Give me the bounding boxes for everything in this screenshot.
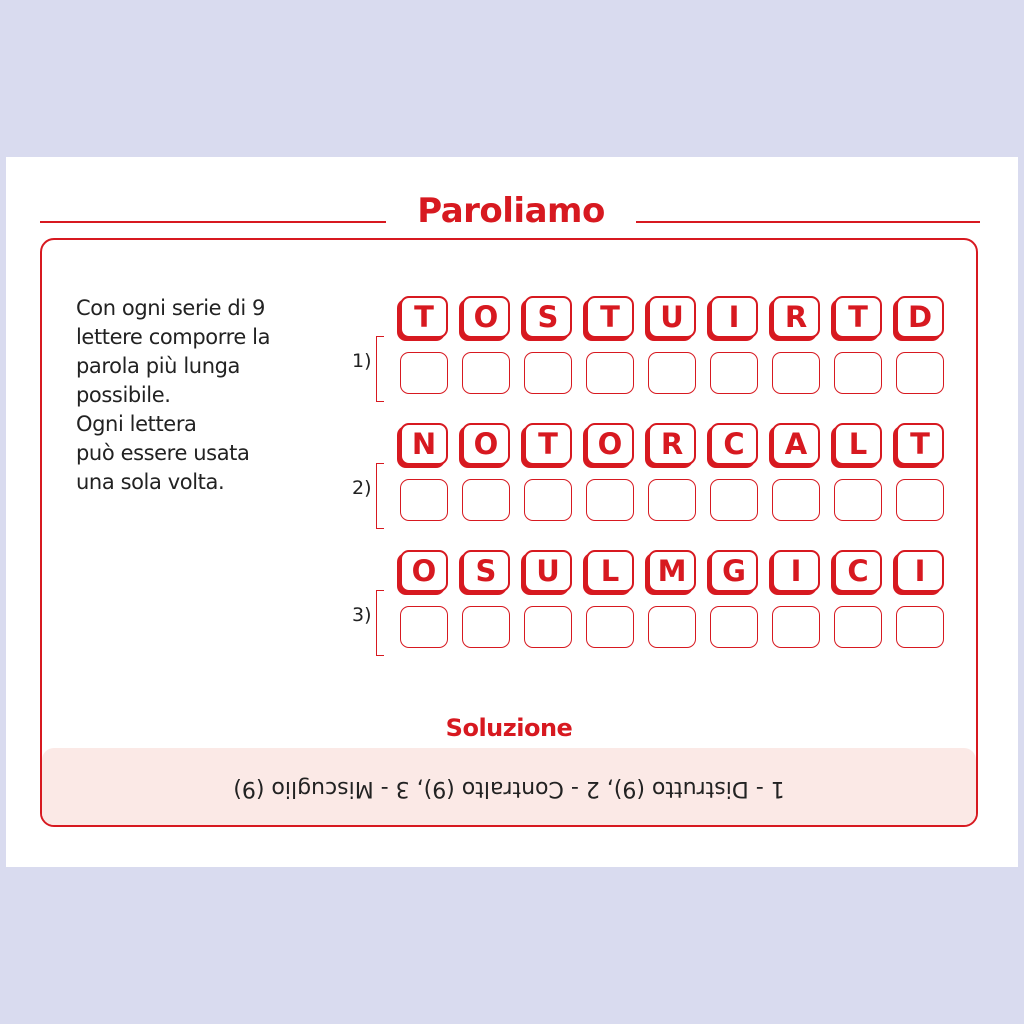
letter-tile: I xyxy=(772,550,820,592)
letter-tile: C xyxy=(834,550,882,592)
answer-box[interactable] xyxy=(400,479,448,521)
puzzle-frame xyxy=(40,238,978,827)
letter-row xyxy=(400,296,944,338)
letter-tile: T xyxy=(400,296,448,338)
answer-row[interactable] xyxy=(400,606,944,648)
puzzle-number: 1) xyxy=(352,350,372,372)
answer-box[interactable] xyxy=(586,479,634,521)
solution-label: Soluzione xyxy=(445,714,573,742)
letter-tile: O xyxy=(400,550,448,592)
answer-box[interactable] xyxy=(710,606,758,648)
letter-row xyxy=(400,423,944,465)
letter-tile: T xyxy=(586,296,634,338)
letter-tile: S xyxy=(524,296,572,338)
answer-box[interactable] xyxy=(400,352,448,394)
answer-box[interactable] xyxy=(772,479,820,521)
solution-band xyxy=(42,748,976,827)
answer-box[interactable] xyxy=(648,352,696,394)
letter-tile: L xyxy=(834,423,882,465)
answer-box[interactable] xyxy=(586,606,634,648)
letter-tile: T xyxy=(524,423,572,465)
letter-tile: M xyxy=(648,550,696,592)
answer-box[interactable] xyxy=(648,479,696,521)
answer-box[interactable] xyxy=(462,352,510,394)
answer-box[interactable] xyxy=(772,352,820,394)
bracket xyxy=(376,463,384,529)
answer-box[interactable] xyxy=(524,479,572,521)
instructions-text: Con ogni serie di 9 lettere comporre la parola più lunga possibile. Ogni lettera può essere usata una sola volta. xyxy=(76,296,271,494)
answer-box[interactable] xyxy=(896,606,944,648)
answer-box[interactable] xyxy=(648,606,696,648)
letter-tile: T xyxy=(834,296,882,338)
letter-tile: C xyxy=(710,423,758,465)
letter-row xyxy=(400,550,944,592)
answer-box[interactable] xyxy=(586,352,634,394)
answer-box[interactable] xyxy=(524,606,572,648)
puzzle-number: 2) xyxy=(352,477,372,499)
puzzle-number: 3) xyxy=(352,604,372,626)
puzzle-card xyxy=(6,157,1018,867)
title-rule-right xyxy=(636,221,980,223)
page-title: Paroliamo xyxy=(417,191,605,231)
letter-tile: D xyxy=(896,296,944,338)
letter-tile: I xyxy=(710,296,758,338)
answer-box[interactable] xyxy=(896,479,944,521)
bracket xyxy=(376,336,384,402)
answer-box[interactable] xyxy=(524,352,572,394)
letter-tile: G xyxy=(710,550,758,592)
letter-tile: T xyxy=(896,423,944,465)
answer-box[interactable] xyxy=(710,352,758,394)
answer-box[interactable] xyxy=(896,352,944,394)
letter-tile: R xyxy=(772,296,820,338)
answer-row[interactable] xyxy=(400,352,944,394)
letter-tile: I xyxy=(896,550,944,592)
answer-box[interactable] xyxy=(462,606,510,648)
letter-tile: O xyxy=(462,296,510,338)
letter-tile: O xyxy=(462,423,510,465)
letter-tile: R xyxy=(648,423,696,465)
bracket xyxy=(376,590,384,656)
letter-tile: L xyxy=(586,550,634,592)
letter-tile: U xyxy=(524,550,572,592)
answer-box[interactable] xyxy=(462,479,510,521)
letter-tile: S xyxy=(462,550,510,592)
answer-box[interactable] xyxy=(834,352,882,394)
letter-tile: O xyxy=(586,423,634,465)
answer-box[interactable] xyxy=(772,606,820,648)
title-rule-left xyxy=(40,221,386,223)
letter-tile: A xyxy=(772,423,820,465)
answer-box[interactable] xyxy=(710,479,758,521)
letter-tile: U xyxy=(648,296,696,338)
letter-tile: N xyxy=(400,423,448,465)
answer-box[interactable] xyxy=(400,606,448,648)
answer-row[interactable] xyxy=(400,479,944,521)
answer-box[interactable] xyxy=(834,606,882,648)
solution-text: 1 - Distrutto (9), 2 - Contralto (9), 3 - Miscuglio (9) xyxy=(233,776,785,801)
answer-box[interactable] xyxy=(834,479,882,521)
